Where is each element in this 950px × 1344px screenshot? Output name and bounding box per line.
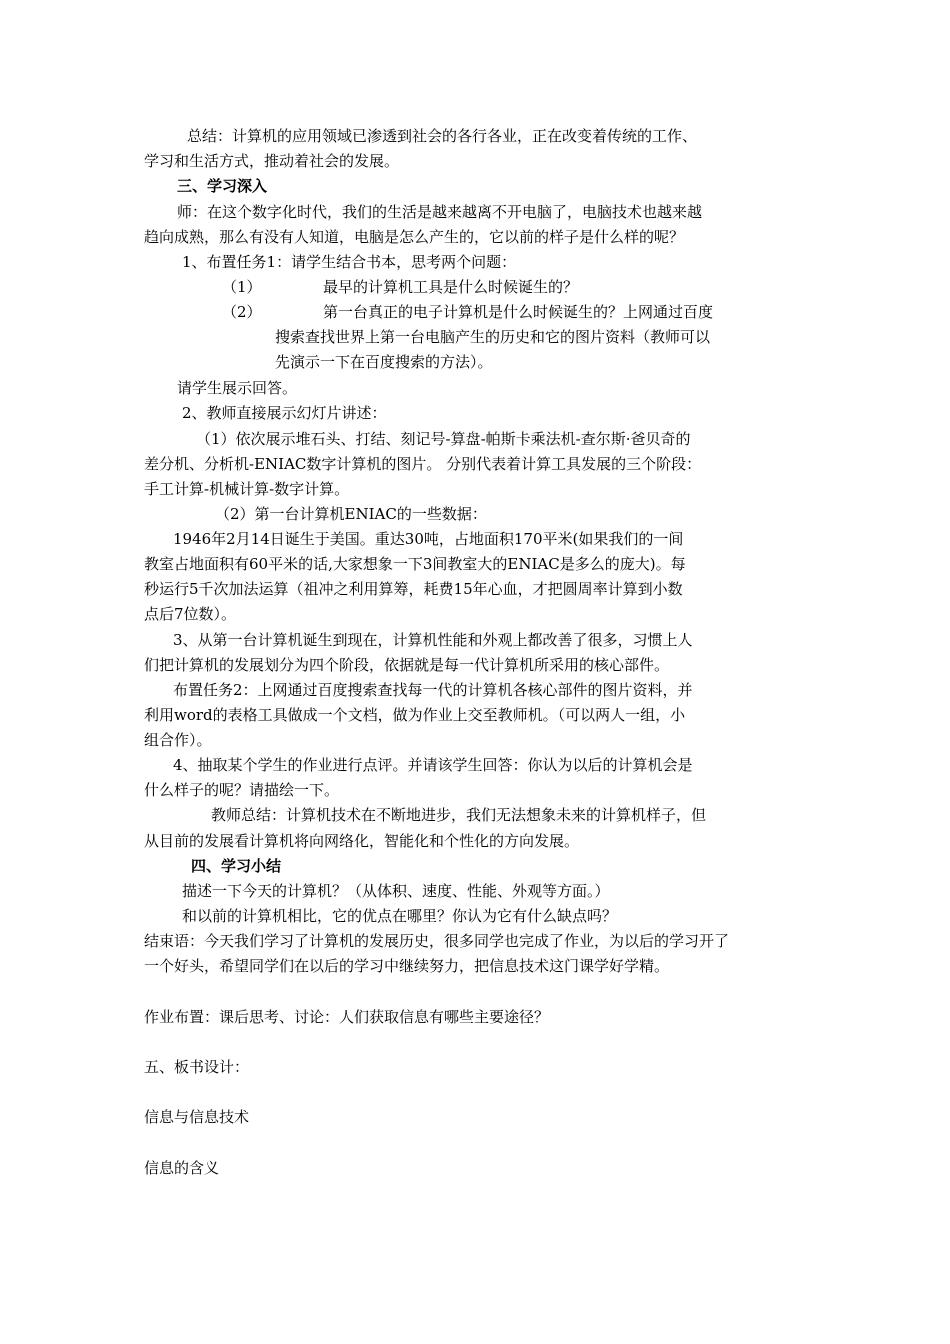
task-1-line: 1、布置任务1：请学生结合书本，思考两个问题： xyxy=(182,253,517,271)
paragraph-line: 3、从第一台计算机诞生到现在，计算机性能和外观上都改善了很多，习惯上人 xyxy=(173,631,693,649)
board-subtitle: 信息的含义 xyxy=(144,1159,220,1177)
list-marker-1: （1） xyxy=(222,278,262,296)
paragraph-line: 趋向成熟，那么有没有人知道，电脑是怎么产生的，它以前的样子是什么样的呢？ xyxy=(144,228,685,246)
summary-line-1: 总结：计算机的应用领域已渗透到社会的各行各业，正在改变着传统的工作、 xyxy=(187,127,698,145)
paragraph-line: 差分机、分析机-ENIAC数字计算机的图片。 分别代表着计算工具发展的三个阶段： xyxy=(144,455,702,473)
closing-line-1: 结束语：今天我们学习了计算机的发展历史，很多同学也完成了作业，为以后的学习开了 xyxy=(144,932,730,950)
section-heading-5: 五、板书设计： xyxy=(144,1058,250,1076)
paragraph-line: 教师总结：计算机技术在不断地进步，我们无法想象未来的计算机样子，但 xyxy=(211,806,707,824)
paragraph-line: 请学生展示回答。 xyxy=(177,379,298,397)
paragraph-line: 们把计算机的发展划分为四个阶段，依据就是每一代计算机所采用的核心部件。 xyxy=(144,656,670,674)
paragraph-line: 师：在这个数字化时代，我们的生活是越来越离不开电脑了，电脑技术也越来越 xyxy=(177,203,703,221)
paragraph-line: （1）依次展示堆石头、打结、刻记号-算盘-帕斯卡乘法机-查尔斯·爸贝奇的 xyxy=(196,430,691,448)
paragraph-line: 和以前的计算机相比，它的优点在哪里？你认为它有什么缺点吗？ xyxy=(182,907,618,925)
list-item-2-text: 第一台真正的电子计算机是什么时候诞生的？上网通过百度 xyxy=(323,303,714,321)
paragraph-line: 教室占地面积有60平米的话,大家想象一下3间教室大的ENIAC是多么的庞大)。每 xyxy=(144,555,686,573)
paragraph-line: 秒运行5千次加法运算（祖冲之利用算筹，耗费15年心血，才把圆周率计算到小数 xyxy=(144,580,683,598)
paragraph-line: 组合作）。 xyxy=(144,731,212,749)
list-item-2-cont: 搜索查找世界上第一台电脑产生的历史和它的图片资料（教师可以 xyxy=(275,328,711,346)
paragraph-line: 4、抽取某个学生的作业进行点评。并请该学生回答：你认为以后的计算机会是 xyxy=(173,756,693,774)
paragraph-line: 布置任务2：上网通过百度搜索查找每一代的计算机各核心部件的图片资料，并 xyxy=(173,681,693,699)
paragraph-line: 描述一下今天的计算机？（从体积、速度、性能、外观等方面。） xyxy=(182,882,610,900)
paragraph-line: 什么样子的呢？请描绘一下。 xyxy=(144,781,340,799)
section-heading-4: 四、学习小结 xyxy=(191,857,282,875)
list-item-1-text: 最早的计算机工具是什么时候诞生的？ xyxy=(323,278,579,296)
paragraph-line: （2）第一台计算机ENIAC的一些数据： xyxy=(215,505,487,523)
paragraph-line: 手工计算-机械计算-数字计算。 xyxy=(144,480,350,498)
paragraph-line: 从目前的发展看计算机将向网络化，智能化和个性化的方向发展。 xyxy=(144,832,580,850)
homework-line: 作业布置：课后思考、讨论：人们获取信息有哪些主要途径？ xyxy=(144,1008,550,1026)
list-item-2-cont: 先演示一下在百度搜索的方法）。 xyxy=(275,353,493,371)
paragraph-line: 利用word的表格工具做成一个文档，做为作业上交至教师机。（可以两人一组，小 xyxy=(144,706,686,724)
section-heading-3: 三、学习深入 xyxy=(177,177,268,195)
paragraph-line: 1946年2月14日诞生于美国。重达30吨，占地面积170平米(如果我们的一间 xyxy=(173,530,684,548)
board-title: 信息与信息技术 xyxy=(144,1108,250,1126)
summary-line-2: 学习和生活方式，推动着社会的发展。 xyxy=(144,152,400,170)
paragraph-line: 点后7位数）。 xyxy=(144,605,237,623)
list-marker-2: （2） xyxy=(222,303,262,321)
closing-line-2: 一个好头，希望同学们在以后的学习中继续努力，把信息技术这门课学好学精。 xyxy=(144,957,670,975)
task-2-line: 2、教师直接展示幻灯片讲述： xyxy=(182,404,387,422)
